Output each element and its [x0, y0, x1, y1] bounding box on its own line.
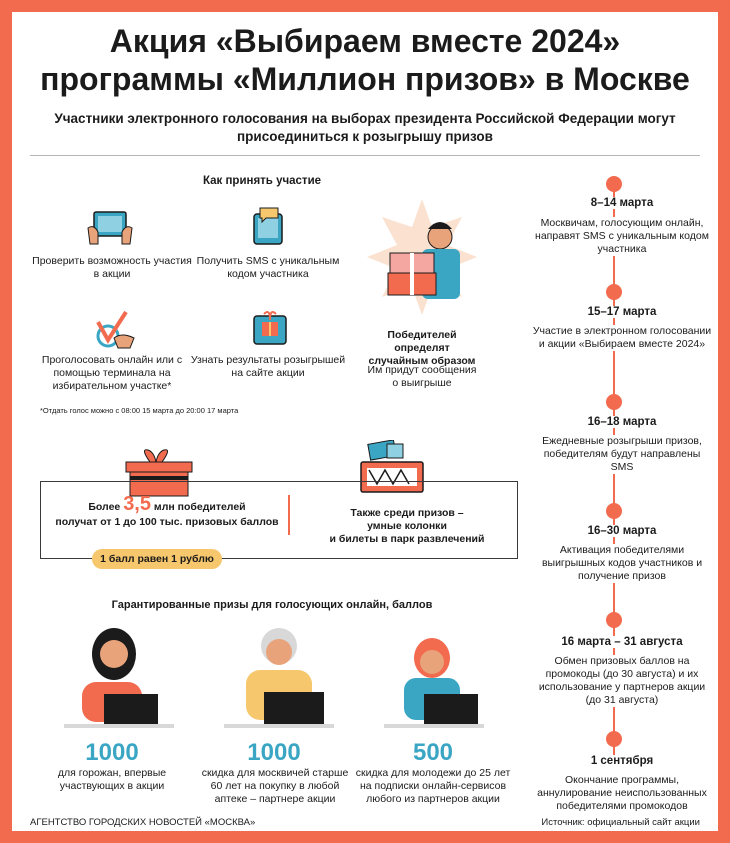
- person-laptop-1: [64, 622, 174, 732]
- step-check-eligibility: Проверить возможность участия в акции: [32, 255, 192, 280]
- gift-tablet-icon: [248, 306, 292, 350]
- timeline-date-3: 16–18 марта: [532, 416, 712, 428]
- subtitle: Участники электронного голосования на выборах президента Российской Федерации могут присоединиться к розыгрышу призов: [54, 111, 676, 144]
- timeline-date-1: 8–14 марта: [532, 197, 712, 209]
- prize-value-1: 1000: [85, 739, 139, 766]
- phone-sms-icon: [248, 206, 288, 248]
- winner-illustration: [362, 197, 482, 322]
- how-section-title: Как принять участие: [202, 175, 322, 187]
- timeline-dot: [606, 612, 622, 628]
- timeline-text-3: Ежедневные розыгрыши призов, победителям будут направлены SMS: [532, 435, 712, 474]
- timeline-dot: [606, 284, 622, 300]
- timeline-date-4: 16–30 марта: [532, 525, 712, 537]
- divider: [30, 155, 700, 156]
- timeline-dot: [606, 176, 622, 192]
- person-laptop-3: [384, 636, 484, 732]
- checkmark-vote-icon: [94, 310, 138, 350]
- timeline-dot: [606, 394, 622, 410]
- prize-points: получат от 1 до 100 тыс. призовых баллов: [55, 516, 279, 528]
- timeline-dot: [606, 731, 622, 747]
- footer-source: Источник: официальный сайт акции: [541, 817, 700, 828]
- prize-desc-3: скидка для молодежи до 25 лет на подписки онлайн-сервисов любого из партнеров акции: [355, 767, 511, 805]
- prize-value-2: 1000: [247, 739, 301, 766]
- prize-winners-text: [52, 493, 282, 530]
- title-line-2: программы «Миллион призов» в Москве: [40, 61, 690, 97]
- other-prizes-line2: умные колонки: [367, 520, 447, 532]
- guaranteed-title: Гарантированные призы для голосующих онлайн, баллов: [111, 599, 433, 611]
- other-prizes-line3: и билеты в парк развлечений: [329, 533, 485, 545]
- person-laptop-2: [224, 622, 334, 732]
- step-vote: Проголосовать онлайн или с помощью терминала на избирательном участке*: [41, 354, 183, 392]
- timeline-date-5: 16 марта – 31 августа: [532, 636, 712, 648]
- footnote: *Отдать голос можно с 08:00 15 марта до 20:00 17 марта: [40, 406, 239, 415]
- page-title: [12, 22, 718, 98]
- other-prizes-line1: Также среди призов –: [350, 507, 464, 519]
- point-rate-badge: 1 балл равен 1 рублю: [92, 549, 222, 569]
- prize-desc-2: скидка для москвичей старше 60 лет на покупку в любой аптеке – партнере акции: [201, 767, 349, 805]
- timeline-dot: [606, 503, 622, 519]
- timeline-text-6: Окончание программы, аннулирование неиспользованных победителями промокодов: [532, 774, 712, 813]
- timeline-text-1: Москвичам, голосующим онлайн, направят SMS с уникальным кодом участника: [532, 217, 712, 256]
- winners-message: Им придут сообщения о выигрыше: [367, 364, 477, 389]
- prize-number: 3,5: [123, 493, 151, 515]
- title-line-1: Акция «Выбираем вместе 2024»: [109, 23, 621, 59]
- footer-agency: АГЕНТСТВО ГОРОДСКИХ НОВОСТЕЙ «МОСКВА»: [30, 817, 256, 828]
- tablet-hands-icon: [86, 208, 134, 248]
- prize-suffix: млн победителей: [153, 501, 246, 513]
- step-get-sms: Получить SMS с уникальным кодом участника: [196, 255, 340, 280]
- other-prizes-text: [302, 507, 512, 546]
- timeline-text-2: Участие в электронном голосовании и акции «Выбираем вместе 2024»: [532, 325, 712, 350]
- timeline-date-6: 1 сентября: [532, 755, 712, 767]
- prize-prefix: Более: [88, 501, 121, 513]
- timeline-text-5: Обмен призовых баллов на промокоды (до 30 августа) и их использование у партнеров акции (до 31 августа): [532, 655, 712, 707]
- step-check-results: Узнать результаты розыгрышей на сайте акции: [190, 354, 346, 379]
- prize-value-3: 500: [412, 739, 454, 766]
- prize-desc-1: для горожан, впервые участвующих в акции: [57, 767, 167, 792]
- timeline-date-2: 15–17 марта: [532, 306, 712, 318]
- prize-divider: [288, 495, 290, 535]
- timeline-text-4: Активация победителями выигрышных кодов участников и получение призов: [532, 544, 712, 583]
- winners-random: Победителей определят случайным образом: [368, 329, 476, 367]
